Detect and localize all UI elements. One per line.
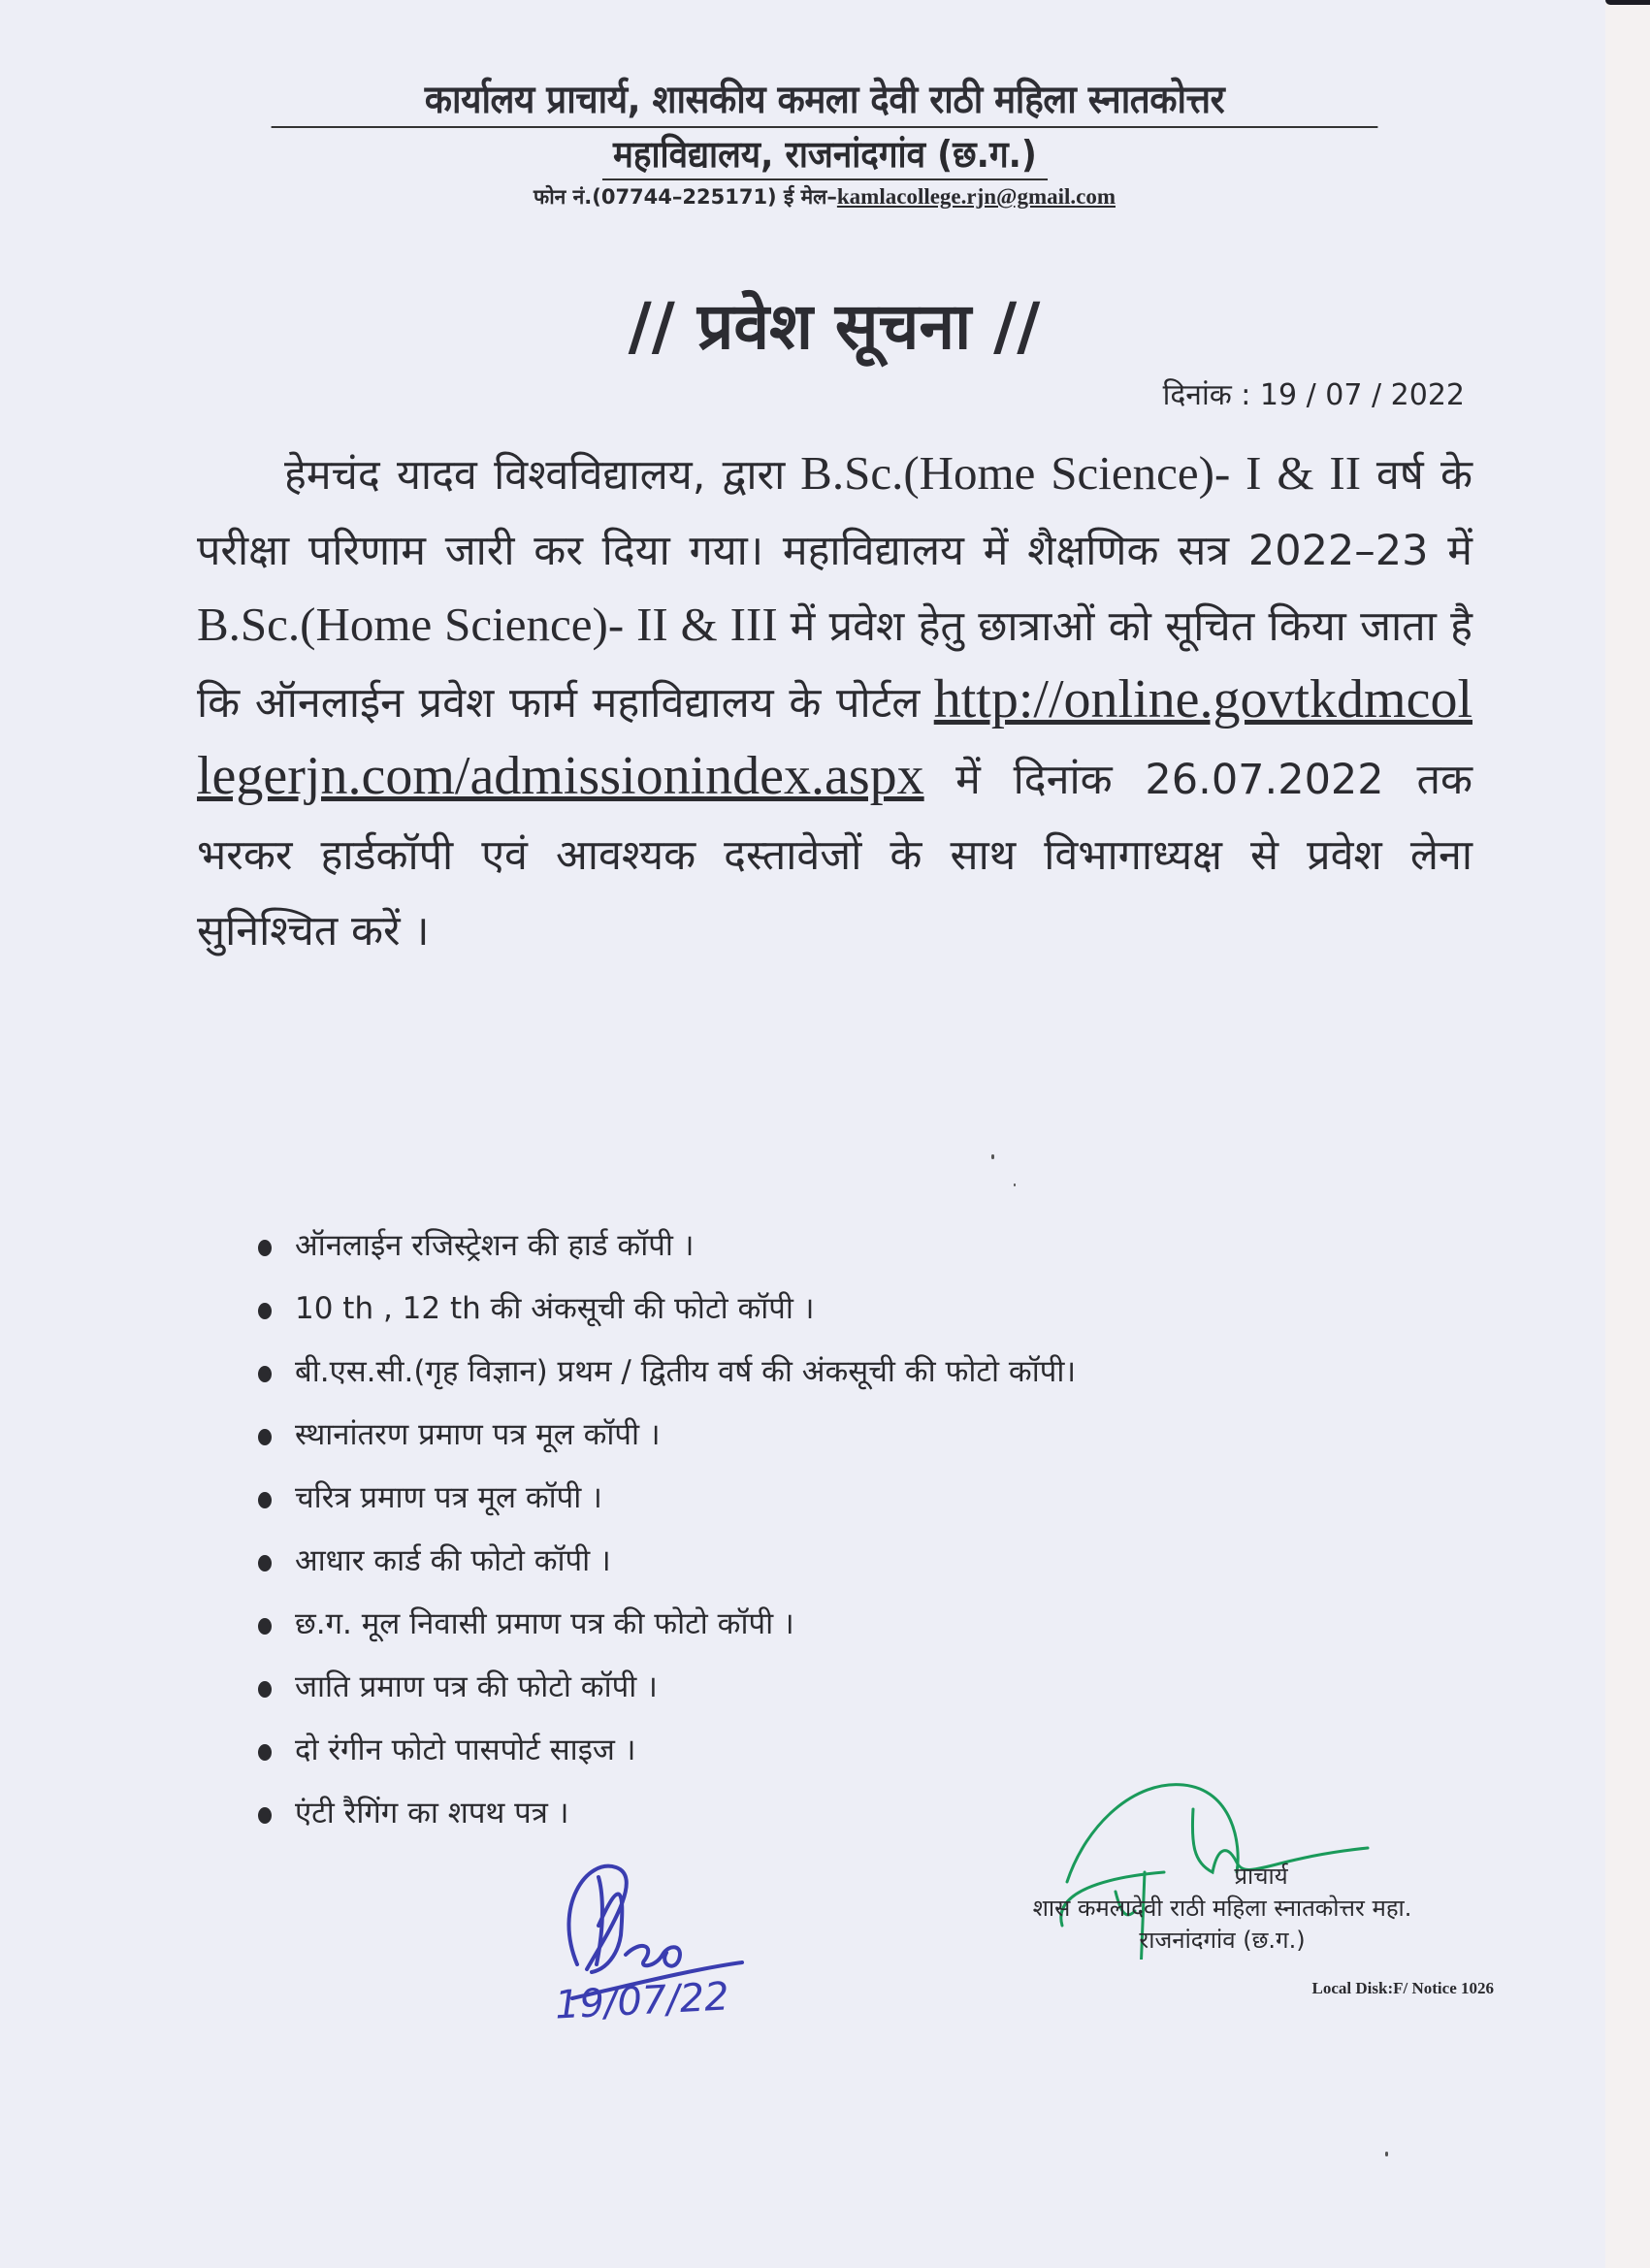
list-item: बी.एस.सी.(गृह विज्ञान) प्रथम / द्वितीय वर्ष की अंकसूची की फोटो कॉपी। <box>254 1341 1476 1404</box>
list-item: चरित्र प्रमाण पत्र मूल कॉपी । <box>254 1467 1476 1530</box>
list-item: 10 th , 12 th की अंकसूची की फोटो कॉपी । <box>254 1278 1476 1341</box>
list-item: छ.ग. मूल निवासी प्रमाण पत्र की फोटो कॉपी । <box>254 1593 1476 1656</box>
admission-portal-link[interactable]: http://online.govtkdmcollegerjn.com/admissionindex.aspx <box>197 669 1473 806</box>
notice-title: // प्रवेश सूचना // <box>628 289 1041 364</box>
email-address: kamlacollege.rjn@gmail.com <box>836 184 1116 209</box>
body-part-5: में प्रवेश हेतु छात्राओं को सूचित किया जाता है कि ऑनलाईन प्रवेश फार्म महाविद्यालय के पोर्टल <box>197 602 1472 728</box>
office-name-line2: महाविद्यालय, राजनांदगांव (छ.ग.) <box>602 132 1048 180</box>
body-part-6: में दिनांक 26.07.2022 तक भरकर हार्डकॉपी एवं आवश्यक दस्तावेजों के साथ विभागाध्यक्ष से प्रवेश लेना सुनिश्चित करें । <box>197 756 1473 956</box>
office-name-line1: कार्यालय प्राचार्य, शासकीय कमला देवी राठी महिला स्नातकोत्तर <box>272 76 1378 128</box>
list-item: जाति प्रमाण पत्र की फोटो कॉपी । <box>254 1656 1476 1719</box>
required-documents-list <box>254 1215 1476 1845</box>
scan-edge-corner <box>1605 0 1650 5</box>
scan-edge-strip <box>1605 0 1650 2268</box>
phone-label: फोन नं.(07744–225171) ई मेल– <box>534 185 837 209</box>
letterhead <box>223 76 1426 211</box>
principal-city: राजनांदगांव (छ.ग.) <box>1139 1927 1306 1954</box>
body-part-3: वर्ष के परीक्षा परिणाम जारी कर दिया गया। महाविद्यालय में शैक्षणिक सत्र 2022–23 में <box>197 451 1472 575</box>
principal-college: शास कमलादेवी राठी महिला स्नातकोत्तर महा. <box>1032 1895 1412 1922</box>
contact-line <box>223 182 1426 211</box>
notice-body <box>197 437 1472 968</box>
body-course-1: B.Sc.(Home Science)- I & II <box>800 446 1362 500</box>
principal-block <box>931 1861 1513 1957</box>
list-item: स्थानांतरण प्रमाण पत्र मूल कॉपी । <box>254 1404 1476 1467</box>
list-item: दो रंगीन फोटो पासपोर्ट साइज । <box>254 1719 1476 1782</box>
list-item: ऑनलाईन रजिस्ट्रेशन की हार्ड कॉपी । <box>254 1215 1476 1278</box>
list-item: एंटी रैगिंग का शपथ पत्र । <box>254 1782 1476 1845</box>
list-item: आधार कार्ड की फोटो कॉपी । <box>254 1530 1476 1593</box>
scan-speck <box>991 1154 994 1159</box>
body-part-1: हेमचंद यादव विश्वविद्यालय, द्वारा <box>284 451 786 500</box>
principal-title: प्राचार्य <box>1234 1863 1288 1890</box>
file-reference: Local Disk:F/ Notice 1026 <box>1311 1979 1494 1997</box>
hod-signed-date: 19/07/22 <box>553 1974 730 2028</box>
scan-speck <box>1014 1183 1016 1186</box>
body-course-2: B.Sc.(Home Science)- II & III <box>197 598 778 651</box>
notice-date: दिनांक : 19 / 07 / 2022 <box>1162 378 1465 412</box>
scan-speck <box>1385 2152 1388 2156</box>
